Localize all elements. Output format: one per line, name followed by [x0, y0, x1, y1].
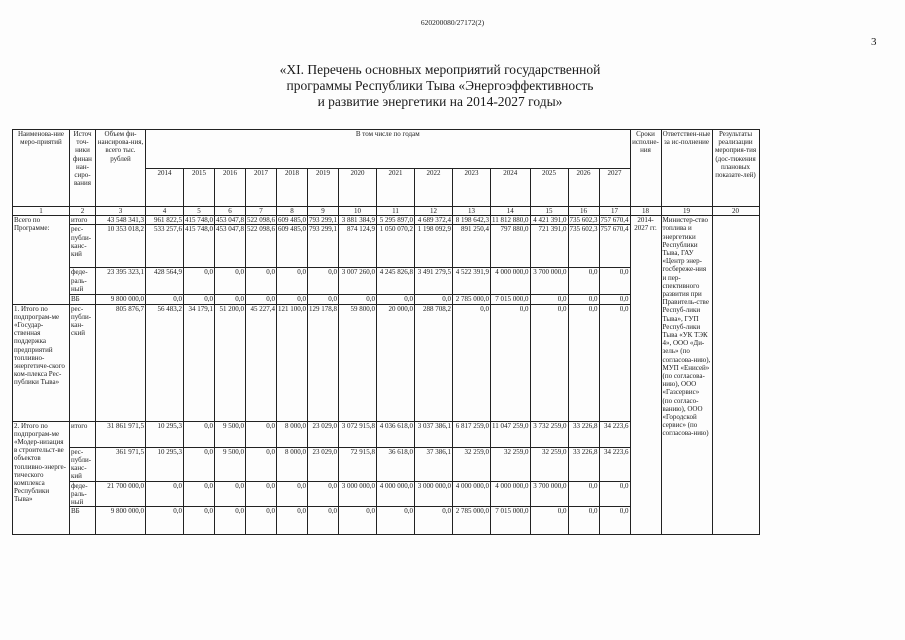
year-value-2019: 0,0	[308, 507, 339, 535]
column-number: 4	[146, 207, 184, 216]
year-value-2019: 793 299,1	[309, 216, 337, 225]
year-value-2025: 3 732 259,0	[530, 421, 568, 447]
year-value-2021: 1 050 070,2	[377, 225, 415, 268]
header-volume: Объем фи-нансирова-ния, всего тыс. рублей	[96, 130, 146, 207]
year-value-2025: 32 259,0	[530, 447, 568, 481]
funding-source: итого	[70, 216, 96, 225]
header-responsible: Ответствен-ные за ис-полнение	[661, 130, 712, 207]
year-value-2027: 0,0	[599, 304, 630, 421]
year-header-2022: 2022	[415, 168, 453, 207]
year-header-2024: 2024	[491, 168, 531, 207]
year-header-2025: 2025	[530, 168, 568, 207]
year-value-2026: 0,0	[568, 295, 599, 304]
year-value-2023: 891 250,4	[453, 225, 491, 268]
funding-source: рес-публи-канс-кий	[70, 447, 96, 481]
column-number: 5	[184, 207, 215, 216]
funding-source: феде-раль-ный	[70, 268, 96, 295]
year-value-2018: 0,0	[277, 268, 308, 295]
total-volume: 805 876,7	[96, 304, 146, 421]
funding-source: ВБ	[70, 295, 96, 304]
year-value-2018: 0,0	[277, 507, 308, 535]
year-value-2023: 32 259,0	[453, 447, 491, 481]
year-header-2021: 2021	[377, 168, 415, 207]
year-value-2020: 3 881 384,9	[339, 216, 377, 225]
year-value-2016: 0,0	[215, 481, 246, 507]
year-value-2027: 757 670,4	[599, 225, 630, 268]
year-value-2027: 0,0	[599, 295, 630, 304]
column-number: 19	[661, 207, 712, 216]
year-value-2025: 0,0	[530, 507, 568, 535]
year-value-2020: 3 072 915,8	[339, 421, 377, 447]
year-value-2017: 0,0	[246, 421, 277, 447]
year-value-2024: 4 000 000,0	[491, 268, 531, 295]
year-header-2023: 2023	[453, 168, 491, 207]
year-value-2014: 961 822,5	[146, 216, 184, 225]
total-volume: 9 800 000,0	[96, 507, 146, 535]
funding-source: итого	[70, 421, 96, 447]
year-header-2017: 2017	[246, 168, 277, 207]
year-header-2014: 2014	[146, 168, 184, 207]
column-number: 10	[339, 207, 377, 216]
total-volume: 43 548 341,3	[96, 216, 146, 225]
year-value-2025: 0,0	[530, 304, 568, 421]
year-value-2014: 56 483,2	[146, 304, 184, 421]
year-value-2019: 793 299,1	[308, 225, 339, 268]
year-value-2017: 0,0	[246, 481, 277, 507]
year-value-2027: 34 223,6	[599, 421, 630, 447]
year-value-2025: 0,0	[530, 295, 568, 304]
year-value-2026: 735 602,3	[568, 225, 599, 268]
year-value-2015: 0,0	[184, 268, 215, 295]
year-value-2022: 0,0	[415, 507, 453, 535]
year-value-2014: 10 295,3	[146, 421, 184, 447]
total-volume: 361 971,5	[96, 447, 146, 481]
year-value-2025: 3 700 000,0	[530, 268, 568, 295]
year-value-2015: 0,0	[184, 481, 215, 507]
year-value-2017: 0,0	[246, 447, 277, 481]
column-number: 2	[70, 207, 96, 216]
year-value-2018: 0,0	[277, 295, 308, 304]
column-number: 1	[13, 207, 70, 216]
year-value-2014: 0,0	[146, 481, 184, 507]
year-value-2022: 3 491 279,5	[415, 268, 453, 295]
measure-name: Всего по Программе:	[13, 216, 70, 304]
year-header-2015: 2015	[184, 168, 215, 207]
year-value-2027: 0,0	[599, 268, 630, 295]
year-header-2018: 2018	[277, 168, 308, 207]
year-value-2018: 8 000,0	[277, 447, 308, 481]
year-value-2015: 415 748,0	[184, 225, 215, 268]
year-header-2019: 2019	[308, 168, 339, 207]
total-volume: 31 861 971,5	[96, 421, 146, 447]
year-value-2020: 59 800,0	[339, 304, 377, 421]
year-value-2019: 129 178,8	[308, 304, 339, 421]
year-value-2025: 4 421 391,0	[530, 216, 568, 225]
year-value-2016: 0,0	[215, 295, 246, 304]
funding-source: феде-раль-ный	[70, 481, 96, 507]
year-value-2018: 8 000,0	[277, 421, 308, 447]
year-value-2019: 0,0	[308, 481, 339, 507]
year-header-2027: 2027	[599, 168, 630, 207]
year-value-2021: 4 000 000,0	[377, 481, 415, 507]
column-number: 12	[415, 207, 453, 216]
year-value-2023: 0,0	[453, 304, 491, 421]
document-title	[160, 62, 720, 110]
funding-source: рес-публи-кан-ский	[70, 304, 96, 421]
year-value-2017: 0,0	[246, 268, 277, 295]
year-value-2020: 0,0	[339, 507, 377, 535]
year-value-2026: 33 226,8	[568, 421, 599, 447]
year-value-2014: 0,0	[146, 295, 184, 304]
year-value-2026: 0,0	[568, 304, 599, 421]
year-value-2020: 874 124,9	[339, 225, 377, 268]
year-value-2026: 0,0	[568, 481, 599, 507]
year-value-2022: 1 198 092,9	[415, 225, 453, 268]
column-number: 8	[277, 207, 308, 216]
year-value-2014: 0,0	[146, 507, 184, 535]
year-value-2021: 0,0	[377, 295, 415, 304]
year-value-2021: 20 000,0	[377, 304, 415, 421]
year-value-2019: 0,0	[308, 295, 339, 304]
table-row	[13, 216, 760, 225]
header-results: Результаты реализации мероприя-тия (дос-тижения плановых показате-лей)	[712, 130, 759, 207]
year-value-2020: 3 007 260,0	[339, 268, 377, 295]
year-value-2022: 3 000 000,0	[415, 481, 453, 507]
year-value-2020: 0,0	[339, 295, 377, 304]
year-value-2023: 6 817 259,0	[453, 421, 491, 447]
year-value-2027: 0,0	[599, 507, 630, 535]
year-value-2015: 0,0	[184, 421, 215, 447]
measure-name: 2. Итого по подпрограм-ме «Модер-низация в строительст-ве объектов топливно-энерге-тического комплекса Республики Тыва»	[13, 421, 70, 535]
total-volume: 23 395 323,1	[96, 268, 146, 295]
column-number: 11	[377, 207, 415, 216]
year-value-2017: 522 098,6	[247, 216, 275, 225]
year-value-2027: 757 670,4	[600, 216, 629, 225]
year-value-2016: 0,0	[215, 268, 246, 295]
measure-name: 1. Итого по подпрограм-ме «Государ-ственная поддержка предприятий топливно-энергетиче-ского ком-плекса Рес-публики Тыва»	[13, 304, 70, 421]
year-value-2024: 7 015 000,0	[491, 295, 531, 304]
year-value-2018: 121 100,0	[277, 304, 308, 421]
year-value-2023: 4 522 391,9	[453, 268, 491, 295]
year-header-2016: 2016	[215, 168, 246, 207]
year-value-2015: 415 748,0	[185, 216, 213, 225]
results-cell	[712, 216, 759, 535]
year-value-2016: 9 500,0	[215, 421, 246, 447]
year-value-2021: 5 295 897,0	[377, 216, 415, 225]
column-number: 17	[599, 207, 630, 216]
year-value-2017: 522 098,6	[246, 225, 277, 268]
column-number: 20	[712, 207, 759, 216]
total-volume: 9 800 000,0	[96, 295, 146, 304]
header-name: Наименова-ние меро-приятий	[13, 130, 70, 207]
funding-source: рес-публи-канс-кий	[70, 225, 96, 268]
year-value-2019: 23 029,0	[308, 447, 339, 481]
year-value-2022: 3 037 386,1	[415, 421, 453, 447]
year-value-2022: 0,0	[415, 295, 453, 304]
year-value-2022: 288 708,2	[415, 304, 453, 421]
column-number: 13	[453, 207, 491, 216]
title-line-1: «XI. Перечень основных мероприятий государственной	[279, 62, 601, 77]
year-value-2022: 4 689 372,4	[415, 216, 453, 225]
year-value-2015: 34 179,1	[184, 304, 215, 421]
column-number: 16	[568, 207, 599, 216]
column-number-row	[13, 207, 760, 216]
year-value-2020: 3 000 000,0	[339, 481, 377, 507]
year-value-2021: 4 245 826,8	[377, 268, 415, 295]
total-volume: 10 353 018,2	[96, 225, 146, 268]
page-number: 3	[871, 36, 877, 48]
year-value-2023: 8 198 642,3	[453, 216, 491, 225]
column-number: 3	[96, 207, 146, 216]
year-value-2024: 32 259,0	[491, 447, 531, 481]
year-value-2026: 33 226,8	[568, 447, 599, 481]
year-value-2018: 609 485,0	[278, 216, 306, 225]
year-value-2025: 721 391,0	[530, 225, 568, 268]
year-value-2019: 0,0	[308, 268, 339, 295]
year-value-2015: 0,0	[184, 507, 215, 535]
year-value-2015: 0,0	[184, 447, 215, 481]
year-header-2026: 2026	[568, 168, 599, 207]
year-value-2023: 4 000 000,0	[453, 481, 491, 507]
year-value-2016: 9 500,0	[215, 447, 246, 481]
year-value-2021: 4 036 618,0	[377, 421, 415, 447]
year-value-2014: 10 295,3	[146, 447, 184, 481]
year-value-2018: 0,0	[277, 481, 308, 507]
year-value-2017: 0,0	[246, 295, 277, 304]
title-line-2: программы Республики Тыва «Энергоэффективность	[286, 78, 594, 93]
year-value-2025: 3 700 000,0	[530, 481, 568, 507]
year-value-2019: 23 029,0	[308, 421, 339, 447]
year-value-2020: 72 915,8	[339, 447, 377, 481]
column-number: 7	[246, 207, 277, 216]
year-value-2022: 37 386,1	[415, 447, 453, 481]
header-row	[13, 130, 760, 169]
year-value-2017: 0,0	[246, 507, 277, 535]
responsible-parties: Министер-ство топлива и энергетики Республики Тыва, ГАУ «Центр энер-госбереже-ния и пер-спективного развития при Правитель-стве Респуб-лики Тыва», ГУП Респуб-лики Тыва «УК ТЭК 4», ООО «Ди-зель» (по согласова-нию), МУП «Енисей» (по согласова-нию), ООО «Газсервис» (по согласо-ванию), ООО «Городской сервис» (по согласова-нию)	[661, 216, 712, 535]
year-value-2027: 34 223,6	[599, 447, 630, 481]
header-in-years: В том числе по годам	[146, 130, 631, 169]
deadline: 2014-2027 гг.	[630, 216, 661, 535]
measures-table	[12, 129, 760, 535]
funding-source: ВБ	[70, 507, 96, 535]
year-value-2021: 0,0	[377, 507, 415, 535]
document-id: 620200080/27172(2)	[420, 18, 485, 27]
year-value-2024: 7 015 000,0	[491, 507, 531, 535]
year-value-2021: 36 618,0	[377, 447, 415, 481]
year-value-2015: 0,0	[184, 295, 215, 304]
header-deadline: Сроки исполне-ния	[630, 130, 661, 207]
column-number: 14	[491, 207, 531, 216]
year-value-2016: 453 047,8	[215, 225, 246, 268]
year-value-2024: 797 880,0	[491, 225, 531, 268]
column-number: 9	[308, 207, 339, 216]
column-number: 6	[215, 207, 246, 216]
year-header-2020: 2020	[339, 168, 377, 207]
year-value-2016: 0,0	[215, 507, 246, 535]
year-value-2024: 0,0	[491, 304, 531, 421]
year-value-2024: 11 047 259,0	[491, 421, 531, 447]
year-value-2026: 735 602,3	[569, 216, 598, 225]
year-value-2017: 45 227,4	[246, 304, 277, 421]
year-value-2014: 428 564,9	[146, 268, 184, 295]
title-line-3: и развитие энергетики на 2014-2027 годы»	[317, 94, 563, 109]
year-value-2016: 51 200,0	[215, 304, 246, 421]
year-value-2016: 453 047,8	[216, 216, 244, 225]
year-value-2018: 609 485,0	[277, 225, 308, 268]
header-source: Источ точ-ники финан нан-сиро-вания	[70, 130, 96, 207]
year-value-2014: 533 257,6	[146, 225, 184, 268]
column-number: 18	[630, 207, 661, 216]
year-value-2026: 0,0	[568, 268, 599, 295]
year-value-2027: 0,0	[599, 481, 630, 507]
total-volume: 21 700 000,0	[96, 481, 146, 507]
year-value-2024: 4 000 000,0	[491, 481, 531, 507]
column-number: 15	[530, 207, 568, 216]
year-value-2023: 2 785 000,0	[453, 507, 491, 535]
year-value-2023: 2 785 000,0	[453, 295, 491, 304]
year-value-2026: 0,0	[568, 507, 599, 535]
year-value-2024: 11 812 880,0	[492, 216, 529, 225]
